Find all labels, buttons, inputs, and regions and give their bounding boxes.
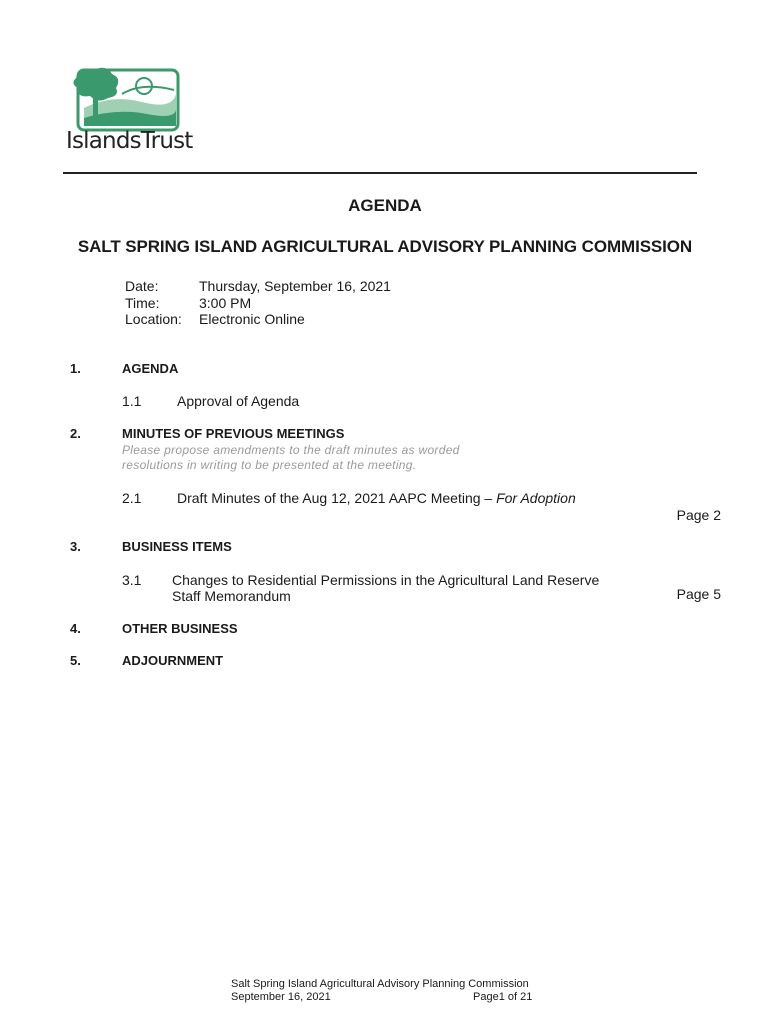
page-reference: Page 2	[676, 507, 721, 523]
section-note: Please propose amendments to the draft minutes as worded	[122, 443, 460, 457]
section-heading: OTHER BUSINESS	[122, 621, 238, 636]
time-label: Time:	[125, 295, 160, 311]
item-text: Approval of Agenda	[177, 393, 300, 409]
item-number: 2.1	[122, 490, 142, 506]
time-value: 3:00 PM	[199, 295, 252, 311]
item-text: Draft Minutes of the Aug 12, 2021 AAPC Meeting – For Adoption	[177, 490, 576, 506]
item-subtext: Staff Memorandum	[172, 588, 291, 604]
logo-wordmark: IslandsTrust	[66, 128, 193, 154]
section-heading: BUSINESS ITEMS	[122, 539, 232, 554]
footer-title: Salt Spring Island Agricultural Advisory Planning Commission	[231, 978, 529, 990]
section-number: 2.	[70, 426, 81, 441]
date-value: Thursday, September 16, 2021	[199, 278, 391, 294]
footer-date: September 16, 2021	[231, 991, 331, 1003]
page-reference: Page 5	[676, 586, 721, 602]
footer-page-number: Page1 of 21	[473, 991, 533, 1003]
section-number: 4.	[70, 621, 81, 636]
section-number: 1.	[70, 361, 81, 376]
document-subtitle: SALT SPRING ISLAND AGRICULTURAL ADVISORY PLANNING COMMISSION	[77, 237, 693, 256]
item-number: 3.1	[122, 572, 142, 588]
date-label: Date:	[125, 278, 159, 294]
document-title: AGENDA	[348, 196, 422, 215]
item-emphasis: For Adoption	[496, 490, 576, 506]
item-number: 1.1	[122, 393, 142, 409]
item-text: Changes to Residential Permissions in the Agricultural Land Reserve	[172, 572, 600, 588]
location-value: Electronic Online	[199, 311, 305, 327]
section-note: resolutions in writing to be presented at the meeting.	[122, 458, 417, 472]
section-number: 5.	[70, 653, 81, 668]
location-label: Location:	[125, 311, 182, 327]
header-divider	[63, 172, 697, 174]
section-number: 3.	[70, 539, 81, 554]
section-heading: ADJOURNMENT	[122, 653, 224, 668]
section-heading: AGENDA	[122, 361, 179, 376]
section-heading: MINUTES OF PREVIOUS MEETINGS	[122, 426, 345, 441]
